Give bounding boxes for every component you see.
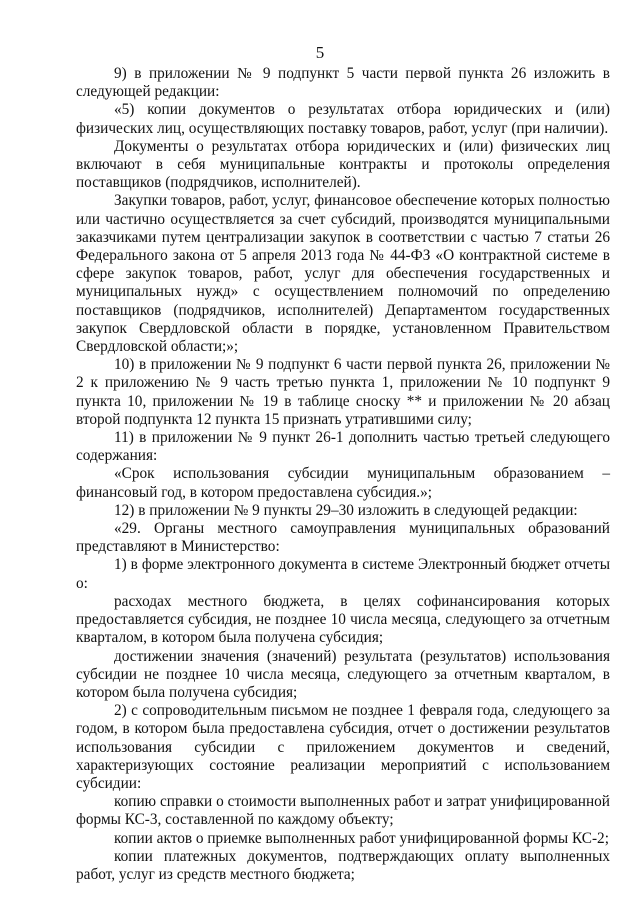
page-number: 5 <box>315 43 325 62</box>
paragraph-procurement: Закупки товаров, работ, услуг, финансовое обеспечение которых полностью или частично осуществляется за счет субсидий, производятся муниципальными заказчиками путем централизации закупок в соответствии с частью 7 статьи 26 Федерального закона от 5 апреля 2013 года № 44-ФЗ «О контрактной системе в сфере закупок товаров, работ, услуг для обеспечения государственных и муниципальных нужд» с осуществлением полномочий по определению поставщиков (подрядчиков, исполнителей) Департаментом государственных закупок Свердловской области в порядке, установленном Правительством Свердловской области;»; <box>76 192 610 356</box>
paragraph-result-achievement: достижении значения (значений) результата (результатов) использования субсидии не позднее 10 числа месяца, следующего за отчетным кварталом, в котором была получена субсидия; <box>76 647 610 701</box>
paragraph-item-11: 11) в приложении № 9 пункт 26-1 дополнить частью третьей следующего содержания: <box>76 429 610 465</box>
paragraph-subitem-5-quote: «5) копии документов о результатах отбора юридических и (или) физических лиц, осуществляющих поставку товаров, работ, услуг (при наличии). <box>76 101 610 137</box>
paragraph-item-12: 12) в приложении № 9 пункты 29–30 изложить в следующей редакции: <box>114 501 578 519</box>
paragraph-payment-documents: копии платежных документов, подтверждающих оплату выполненных работ, услуг из средств местного бюджета; <box>76 847 610 883</box>
paragraph-selection-documents: Документы о результатах отбора юридических и (или) физических лиц включают в себя муниципальные контракты и протоколы определения поставщиков (подрядчиков, исполнителей). <box>76 137 610 192</box>
paragraph-item-10: 10) в приложении № 9 подпункт 6 части первой пункта 26, приложении № 2 к приложению № 9 часть третью пункта 1, приложении № 10 подпункт 9 пункта 10, приложении № 19 в таблице сноску ** и приложении № 20 абзац второй подпункта 12 пункта 15 признать утратившими силу; <box>76 356 610 428</box>
paragraph-electronic-reports: 1) в форме электронного документа в системе Электронный бюджет отчеты о: <box>76 556 610 592</box>
paragraph-item-9: 9) в приложении № 9 подпункт 5 части первой пункта 26 изложить в следующей редакции: <box>76 65 610 101</box>
paragraph-local-budget-expenses: расходах местного бюджета, в целях софинансирования которых предоставляется субсидия, не позднее 10 числа месяца, следующего за отчетным кварталом, в котором была получена субсидия; <box>76 592 610 647</box>
paragraph-ks3-copy: копию справки о стоимости выполненных работ и затрат унифицированной формы КС-3, составленной по каждому объекту; <box>76 793 610 829</box>
paragraph-cover-letter-report: 2) с сопроводительным письмом не позднее 1 февраля года, следующего за годом, в котором была предоставлена субсидия, отчет о достижении результатов использования субсидии с приложением документов и сведений, характеризующих состояние реализации мероприятий с использованием субсидии: <box>76 702 610 792</box>
paragraph-point-29: «29. Органы местного самоуправления муниципальных образований представляют в Министерство: <box>76 520 610 556</box>
document-body <box>76 65 610 884</box>
paragraph-subsidy-term: «Срок использования субсидии муниципальным образованием – финансовый год, в котором предоставлена субсидия.»; <box>76 465 610 501</box>
paragraph-ks2-copies: копии актов о приемке выполненных работ унифицированной формы КС-2; <box>114 829 609 847</box>
